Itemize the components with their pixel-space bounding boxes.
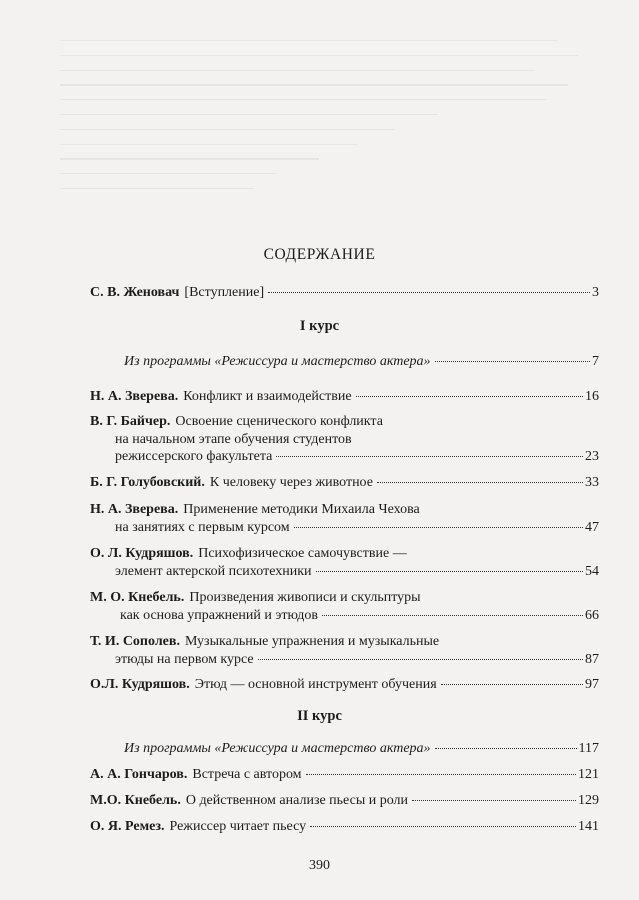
toc-author: В. Г. Байчер. [90,414,171,429]
toc-entry[interactable] [90,474,599,492]
toc-title: этюды на первом курсе [115,651,254,667]
toc-entry[interactable] [90,501,599,536]
toc-title: Психофизическое самочувствие — [198,546,407,561]
toc-author: О.Л. Кудряшов. [90,677,190,692]
toc-page: 66 [585,607,599,623]
dot-leader [356,396,583,397]
toc-author: О. Л. Кудряшов. [90,546,194,561]
toc-title: режиссерского факультета [115,449,273,464]
toc-entry-intro[interactable] [90,284,599,302]
toc-page: 3 [592,285,599,300]
dot-leader [412,800,576,801]
toc-entry[interactable] [90,633,599,668]
toc-author: А. А. Гончаров. [90,767,188,782]
toc-title: Конфликт и взаимодействие [183,389,352,404]
toc-title: [Вступление] [184,285,265,300]
toc-page: 121 [578,767,599,782]
dot-leader [435,361,590,362]
toc-entry[interactable] [90,545,599,580]
toc-page: 87 [585,651,599,667]
toc-title: Применение методики Михаила Чехова [183,502,420,517]
toc-title: Произведения живописи и скульптуры [189,590,421,605]
toc-entry-program-1[interactable] [124,353,599,371]
toc-title: как основа упражнений и этюдов [120,607,318,623]
toc-title: на занятиях с первым курсом [115,519,290,535]
show-through-text [60,40,600,280]
contents-title: СОДЕРЖАНИЕ [263,246,376,263]
dot-leader [322,615,583,616]
toc-title: Из программы «Режиссура и мастерство актера» [124,741,431,756]
toc-page: 7 [592,354,599,369]
dot-leader [310,826,576,827]
toc-page: 54 [585,563,599,579]
toc-page: 97 [585,677,599,692]
dot-leader [268,292,590,293]
toc-entry[interactable] [90,818,599,836]
toc-title: элемент актерской психотехники [115,563,312,579]
course-heading-1: I курс [299,318,340,334]
toc-entry[interactable] [90,676,599,694]
toc-author: О. Я. Ремез. [90,819,165,834]
toc-entry-program-2[interactable] [124,740,599,758]
toc-page: 141 [578,819,599,834]
toc-title: Из программы «Режиссура и мастерство актера» [124,354,431,369]
toc-title: К человеку через животное [209,475,373,490]
page-number: 390 [309,858,330,873]
toc-title: О действенном анализе пьесы и роли [185,793,409,808]
toc-author: М.О. Кнебель. [90,793,181,808]
toc-entry[interactable] [90,766,599,784]
toc-author: Н. А. Зверева. [90,502,179,517]
dot-leader [276,456,583,457]
toc-entry[interactable] [90,589,599,624]
toc-author: Т. И. Сополев. [90,634,180,649]
toc-author: Н. А. Зверева. [90,389,179,404]
toc-author: Б. Г. Голубовский. [90,475,205,490]
toc-entry[interactable] [90,413,599,466]
toc-title: Режиссер читает пьесу [169,819,307,834]
dot-leader [306,774,576,775]
dot-leader [294,527,583,528]
toc-page: 33 [585,475,599,490]
toc-page: 47 [585,519,599,535]
dot-leader [258,659,583,660]
toc-entry[interactable] [90,388,599,406]
toc-title: Музыкальные упражнения и музыкальные [184,634,440,649]
toc-author: С. В. Женовач [90,285,180,300]
toc-page: 117 [578,741,599,756]
toc-page: 16 [585,389,599,404]
toc-entry[interactable] [90,792,599,810]
toc-page: 129 [578,793,599,808]
toc-title: Этюд — основной инструмент обучения [194,677,437,692]
dot-leader [435,748,577,749]
toc-author: М. О. Кнебель. [90,590,185,605]
dot-leader [316,571,583,572]
dot-leader [441,684,583,685]
toc-title: Встреча с автором [192,767,302,782]
course-heading-2: II курс [297,708,342,724]
toc-title: на начальном этапе обучения студентов [115,431,352,447]
toc-page: 23 [585,449,599,464]
dot-leader [377,482,583,483]
toc-title: Освоение сценического конфликта [175,414,383,429]
